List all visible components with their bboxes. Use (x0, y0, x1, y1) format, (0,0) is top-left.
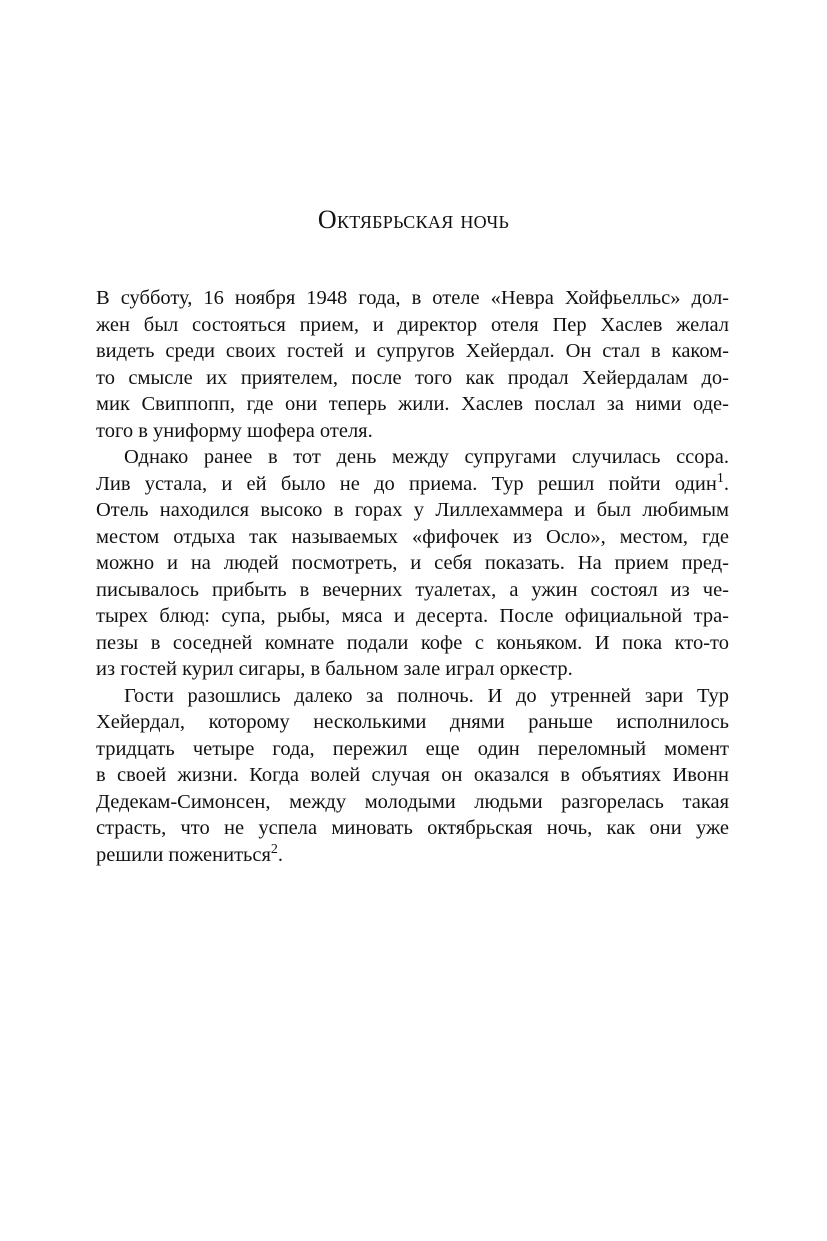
text-line: можно и на людей посмотреть, и себя показать. На прием пред- (96, 552, 729, 574)
text-line: Отель находился высоко в горах у Лиллехаммера и был любимым (96, 499, 729, 521)
text-line: В субботу, 16 ноября 1948 года, в отеле «Невра Хойфьелльс» дол- (96, 287, 729, 309)
text-line: местом отдыха так называемых «фифочек из Осло», местом, где (96, 525, 729, 548)
text-line: мик Свиппопп, где они теперь жили. Хаслев послал за ними оде- (96, 393, 729, 415)
text-line: жен был состояться прием, и директор отеля Пер Хаслев желал (96, 313, 729, 336)
text-line: то смысле их приятелем, после того как продал Хейердалам до- (96, 366, 729, 389)
text-line: в своей жизни. Когда волей случая он оказался в объятиях Ивонн (96, 764, 729, 786)
paragraph-2 (96, 444, 729, 683)
paragraph-1 (96, 285, 729, 444)
chapter-title: Октябрьская ночь (317, 205, 510, 234)
text-line: страсть, что не успела миновать октябрьская ночь, как они уже (96, 817, 729, 839)
footnote-ref-2[interactable]: 2 (270, 841, 278, 857)
footnote-ref-1[interactable]: 1 (716, 470, 724, 486)
text-line: писывалось прибыть в вечерних туалетах, а ужин состоял из че- (96, 578, 729, 601)
text-line: пезы в соседней комнате подали кофе с коньяком. И пока кто-то (96, 631, 729, 654)
text-line: Дедекам-Симонсен, между молодыми людьми разгорелась такая (96, 790, 729, 813)
footnote-suffix: . (277, 843, 284, 866)
text-fragment: Лив устала, и ей было не до приема. Тур решил пойти один (96, 472, 717, 495)
footnote-suffix: . (723, 472, 729, 495)
text-line: того в униформу шофера отеля. (96, 419, 373, 442)
paragraph-3 (96, 683, 729, 869)
text-line: Однако ранее в тот день между супругами случилась ссора. (124, 446, 729, 468)
text-line: тридцать четыре года, пережил еще один переломный момент (96, 737, 729, 760)
body-text (96, 285, 729, 868)
text-fragment: решили пожениться (96, 843, 271, 866)
text-line: Хейердал, которому несколькими днями раньше исполнилось (96, 711, 729, 733)
text-line-with-footnote (96, 471, 729, 498)
text-line-with-footnote (96, 842, 729, 869)
text-line: из гостей курил сигары, в бальном зале играл оркестр. (96, 658, 573, 680)
text-line: видеть среди своих гостей и супругов Хейердал. Он стал в каком- (96, 340, 729, 362)
text-line: тырех блюд: супа, рыбы, мяса и десерта. После официальной тра- (96, 605, 729, 627)
text-line: Гости разошлись далеко за полночь. И до утренней зари Тур (124, 684, 729, 707)
